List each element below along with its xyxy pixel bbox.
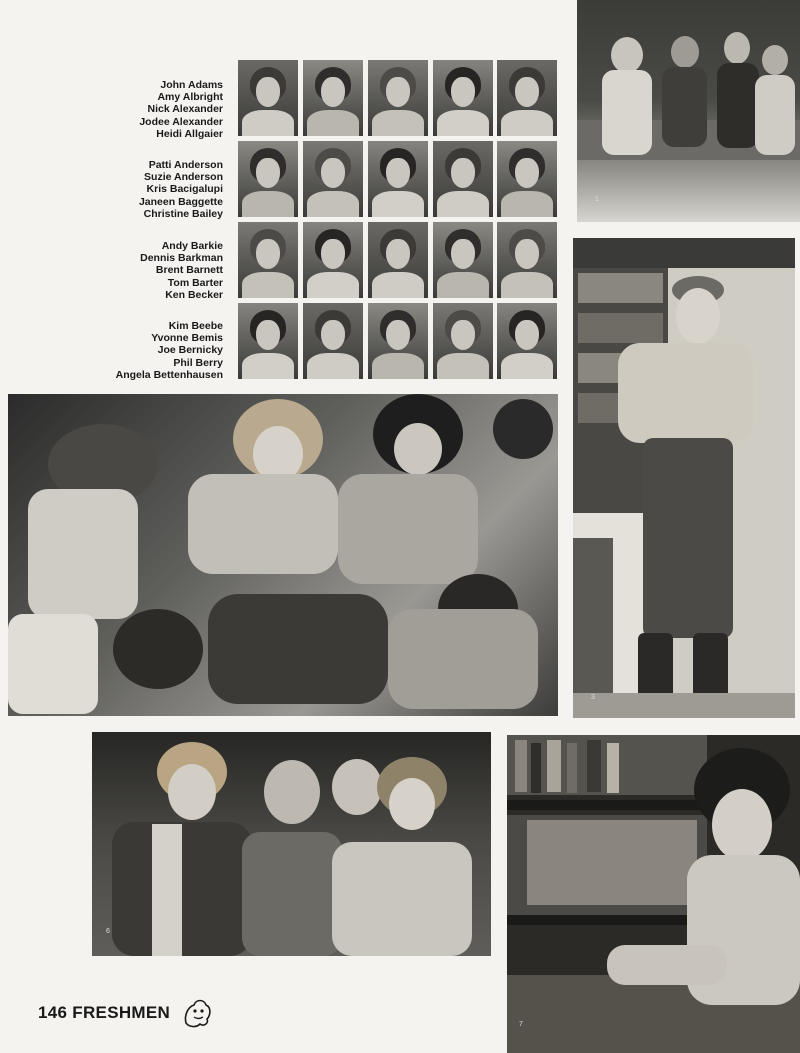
photo-students-on-wall — [577, 0, 800, 222]
student-name: Christine Bailey — [143, 207, 223, 220]
student-name: Yvonne Bemis — [151, 332, 223, 345]
student-name: Andy Barkie — [161, 240, 223, 252]
photo-student-library — [507, 735, 800, 1053]
name-list-row-1 — [139, 79, 223, 140]
photo-students-pileup — [8, 394, 558, 716]
student-portrait — [238, 303, 298, 379]
student-name: Heidi Allgaier — [156, 127, 223, 140]
student-portrait — [303, 222, 363, 298]
section-title: FRESHMEN — [72, 1003, 171, 1022]
name-list-row-3 — [140, 240, 223, 301]
student-name: Joe Bernicky — [157, 344, 223, 357]
page-footer — [38, 1003, 170, 1023]
student-name: Dennis Barkman — [140, 252, 223, 265]
student-name: Janeen Baggette — [138, 195, 223, 208]
student-portrait — [238, 60, 298, 136]
student-portrait — [433, 303, 493, 379]
student-portrait — [497, 303, 557, 379]
student-portrait — [368, 141, 428, 217]
student-portrait — [368, 222, 428, 298]
student-name: Brent Barnett — [155, 264, 223, 277]
student-name: John Adams — [160, 79, 223, 91]
student-name: Suzie Anderson — [144, 171, 223, 184]
photo-costumed-actor — [573, 238, 795, 718]
student-portrait — [497, 141, 557, 217]
student-portrait — [433, 222, 493, 298]
student-portrait — [238, 222, 298, 298]
student-name: Ken Becker — [165, 288, 223, 301]
name-list-row-2 — [139, 159, 223, 220]
student-name: Kim Beebe — [168, 320, 223, 332]
student-name: Patti Anderson — [148, 159, 223, 171]
student-portrait — [433, 141, 493, 217]
photo-number: 6 — [106, 928, 110, 935]
photo-students-outdoors — [92, 732, 491, 956]
name-list-row-4 — [116, 320, 223, 381]
mascot-logo-icon — [180, 995, 214, 1029]
photo-number: 3 — [591, 694, 595, 701]
student-name: Amy Albright — [157, 91, 223, 104]
student-portrait — [238, 141, 298, 217]
student-name: Angela Bettenhausen — [115, 368, 223, 381]
student-name: Jodee Alexander — [139, 115, 223, 128]
page-number: 146 — [38, 1003, 68, 1022]
student-portrait — [368, 60, 428, 136]
student-name: Nick Alexander — [147, 103, 223, 116]
student-portrait — [497, 60, 557, 136]
student-name: Kris Bacigalupi — [146, 183, 223, 196]
student-portrait — [433, 60, 493, 136]
student-name: Tom Barter — [167, 276, 223, 289]
student-name: Phil Berry — [173, 356, 223, 369]
student-portrait — [303, 303, 363, 379]
student-portrait — [497, 222, 557, 298]
photo-number: 7 — [519, 1021, 523, 1028]
photo-number: 1 — [595, 196, 599, 203]
student-portrait — [303, 60, 363, 136]
student-portrait — [368, 303, 428, 379]
student-portrait — [303, 141, 363, 217]
